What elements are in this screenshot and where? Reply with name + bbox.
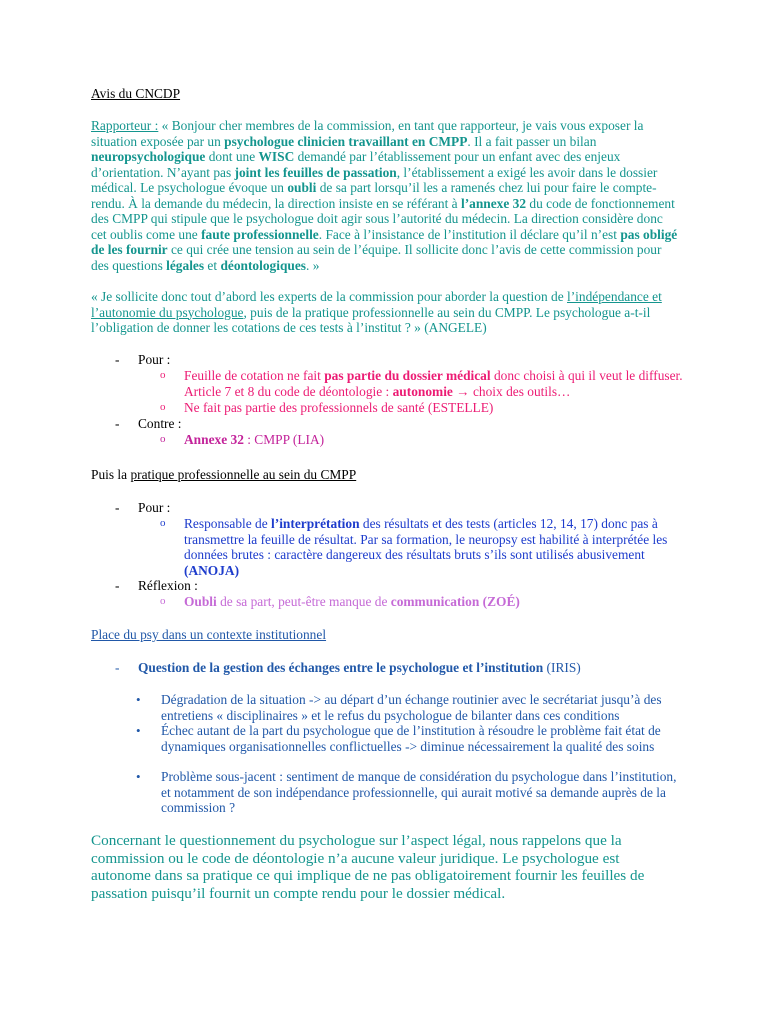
rapporteur-bold: faute professionnelle [201, 226, 319, 242]
rapporteur-text: demandé par l’établissement pour un enfant avec des enjeux d’orientation. N’ayant pas [91, 149, 621, 180]
list-bullet: o [160, 433, 166, 445]
rapporteur-bold: joint les feuilles de passation [234, 164, 397, 180]
pour-item-text: Feuille de cotation ne fait [184, 368, 325, 383]
list-bullet: • [136, 769, 141, 784]
question-paragraph [91, 289, 679, 336]
pour-item: Ne fait pas partie des professionnels de santé (ESTELLE) [184, 400, 494, 415]
question-item [138, 660, 683, 676]
reflexion-item [184, 594, 684, 610]
section-intro-underlined: pratique professionnelle au sein du CMPP [130, 467, 357, 482]
rapporteur-text: . Face à l’insistance de l’institution il déclare qu’il n’est [318, 226, 621, 242]
pour-label: Pour : [138, 352, 171, 367]
rapporteur-bold: WISC [258, 149, 295, 164]
conclusion-paragraph: Concernant le questionnement du psychologue sur l’aspect légal, nous rappelons que la commission ou le code de déontologie n’a aucune valeur juridique. Le psychologue est autonome dans sa pratique ce qui implique de ne pas obligatoirement fournir les feuilles de passation puisqu’il fournit un compte rendu pour le dossier médical. [91, 832, 645, 902]
pour-item [184, 516, 684, 578]
question-underlined: l’indépendance et l’autonomie du psychologue [91, 289, 662, 320]
rapporteur-bold: légales [166, 257, 205, 273]
rapporteur-text: « Bonjour cher membres de la commission, en tant que rapporteur, je vais vous exposer la situation exposée par un [91, 118, 644, 149]
pour-label: Pour : [138, 500, 171, 515]
rapporteur-text: , l’établissement a exigé les avoir dans le dossier médical. Le psychologue évoque un [91, 164, 658, 195]
rapporteur-text: du code de fonctionnement des CMPP qui stipule que le psychologue doit agir sous l’autorité du médecin. La direction considère donc cet oublis come une [91, 195, 675, 242]
question-item-bold: Question de la gestion des échanges entre le psychologue et l’institution [138, 660, 544, 675]
rapporteur-text: . Il a fait passer un bilan [467, 133, 597, 149]
pour-item [184, 368, 684, 399]
rapporteur-bold: pas obligé de les fournir [91, 226, 678, 257]
contre-item-bold: Annexe 32 [184, 432, 244, 447]
rapporteur-label: Rapporteur : [91, 118, 159, 133]
pour-item-bold: (ANOJA) [184, 562, 240, 578]
list-item: Échec autant de la part du psychologue que de l’institution à résoudre le problème fait état de dynamiques organisationnelles conflictuelles -> diminue nécessairement la qualité des soins [161, 723, 661, 754]
pour-item-text: donc choisi à qui il veut le diffuser. Article 7 et 8 du code de déontologie : [184, 368, 683, 399]
rapporteur-bold: l’annexe 32 [460, 195, 527, 211]
list-dash: - [115, 660, 120, 675]
rapporteur-text: dont une [205, 149, 259, 164]
list-dash: - [115, 578, 120, 593]
question-text: « Je sollicite donc tout d’abord les experts de la commission pour aborder la question de [91, 289, 567, 304]
list-bullet: • [136, 692, 141, 707]
list-dash: - [115, 500, 120, 515]
rapporteur-bold: déontologiques [220, 257, 307, 273]
list-dash: - [115, 352, 120, 367]
section-intro [91, 467, 679, 483]
arrow-right-icon: → [456, 383, 470, 399]
rapporteur-bold: neuropsychologique [91, 149, 206, 164]
list-item: Dégradation de la situation -> au départ d’un échange routinier avec le secrétariat jusqu’à des entretiens « disciplinaires » et le refus du psychologue de bilanter dans ces conditions [161, 692, 662, 723]
rapporteur-paragraph [91, 118, 679, 273]
rapporteur-bold: psychologue clinicien travaillant en CMPP [224, 133, 468, 149]
pour-item-bold: autonomie [392, 383, 453, 399]
list-bullet: • [136, 723, 141, 738]
section-heading: Place du psy dans un contexte institutionnel [91, 627, 327, 642]
pour-item-bold: pas partie du dossier médical [324, 368, 491, 383]
rapporteur-bold: oubli [287, 180, 317, 195]
reflexion-label: Réflexion : [138, 578, 198, 593]
reflexion-item-bold: communication (ZOÉ) [390, 594, 520, 609]
pour-item-text: Responsable de [184, 516, 272, 531]
list-dash: - [115, 416, 120, 431]
contre-item [184, 432, 684, 448]
document-title: Avis du CNCDP [91, 86, 181, 101]
section-intro-text: Puis la [91, 467, 131, 482]
question-item-text: (IRIS) [543, 660, 581, 675]
list-item: Problème sous-jacent : sentiment de manque de considération du psychologue dans l’institution, et notamment de son indépendance professionnelle, qui aurait motivé sa demande auprès de la commission ? [161, 769, 677, 815]
contre-label: Contre : [138, 416, 182, 431]
rapporteur-text: et [204, 257, 221, 273]
list-bullet: o [160, 595, 166, 607]
rapporteur-text: . » [306, 257, 320, 273]
reflexion-item-bold: Oubli [184, 594, 217, 609]
question-text: , puis de la pratique professionnelle au sein du CMPP. Le psychologue a-t-il l’obligation de donner les cotations de ces tests à l’institut ? » (ANGELE) [91, 304, 651, 335]
pour-item-text: choix des outils… [469, 383, 571, 399]
pour-item-text: des résultats et des tests (articles 12, 14, 17) donc pas à transmettre la feuille de résultat. Par sa formation, le neuropsy est habilité à interprétée les données brutes : caractère dangereux des résultats bruts s’ils sont utilisés abusivement [184, 516, 668, 562]
pour-item-bold: l’interprétation [271, 516, 360, 531]
list-bullet: o [160, 517, 166, 529]
contre-item-text: : CMPP (LIA) [243, 432, 325, 447]
rapporteur-text: ce qui crée une tension au sein de l’équipe. Il sollicite donc l’avis de cette commission pour des questions [91, 242, 662, 273]
rapporteur-text: de sa part lorsqu’il les a ramenés chez lui pour faire le compte-rendu. À la demande du médecin, la direction insiste en se référant à [91, 180, 657, 211]
list-bullet: o [160, 369, 166, 381]
reflexion-item-text: de sa part, peut-être manque de [216, 594, 391, 609]
list-bullet: o [160, 401, 166, 413]
